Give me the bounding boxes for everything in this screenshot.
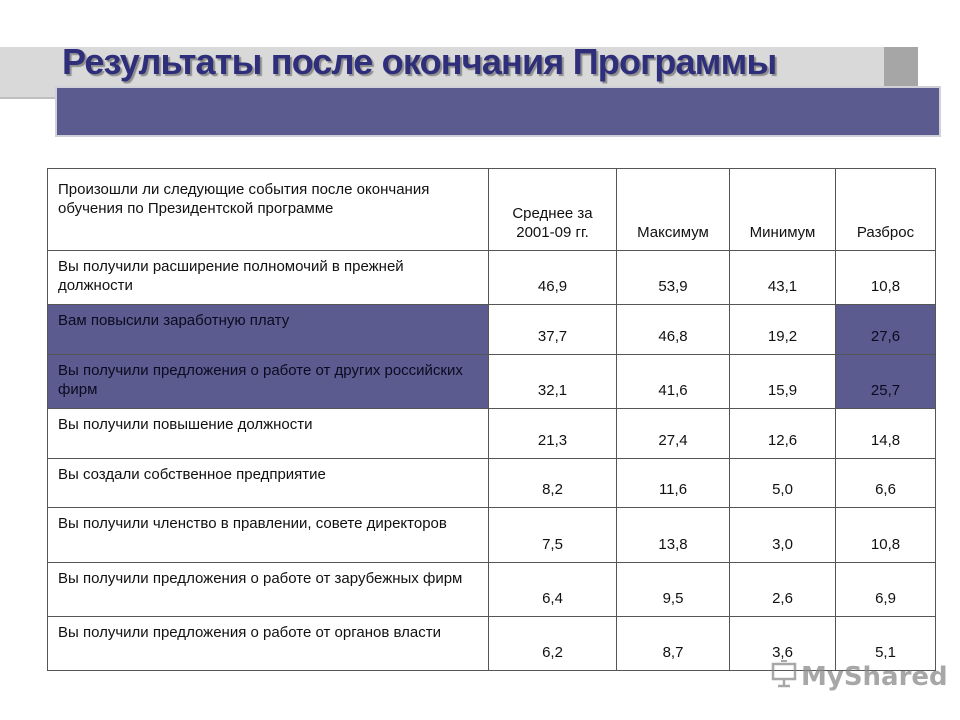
row-min: 15,9 — [730, 355, 836, 409]
row-question: Вы получили предложения о работе от органов власти — [48, 617, 489, 671]
table-row — [48, 305, 936, 355]
row-range: 10,8 — [836, 508, 936, 563]
presentation-board-icon — [770, 660, 798, 693]
row-max: 41,6 — [617, 355, 730, 409]
row-min: 19,2 — [730, 305, 836, 355]
header-avg: Среднее за 2001-09 гг. — [489, 169, 617, 251]
row-avg: 46,9 — [489, 251, 617, 305]
row-range: 6,6 — [836, 459, 936, 508]
row-min: 3,6 — [730, 617, 836, 671]
row-max: 13,8 — [617, 508, 730, 563]
row-min: 12,6 — [730, 409, 836, 459]
row-question: Вы получили членство в правлении, совете директоров — [48, 508, 489, 563]
row-avg: 37,7 — [489, 305, 617, 355]
row-max: 8,7 — [617, 617, 730, 671]
table-row — [48, 355, 936, 409]
row-range: 25,7 — [836, 355, 936, 409]
row-avg: 6,4 — [489, 563, 617, 617]
row-range: 6,9 — [836, 563, 936, 617]
header-min: Минимум — [730, 169, 836, 251]
header-question: Произошли ли следующие события после окончания обучения по Президентской программе — [48, 169, 489, 251]
table-row — [48, 563, 936, 617]
row-question: Вы получили предложения о работе от других российских фирм — [48, 355, 489, 409]
row-max: 27,4 — [617, 409, 730, 459]
row-max: 53,9 — [617, 251, 730, 305]
row-min: 5,0 — [730, 459, 836, 508]
row-avg: 6,2 — [489, 617, 617, 671]
table-row — [48, 251, 936, 305]
row-question: Вам повысили заработную плату — [48, 305, 489, 355]
row-range: 10,8 — [836, 251, 936, 305]
row-max: 9,5 — [617, 563, 730, 617]
row-question: Вы получили расширение полномочий в прежней должности — [48, 251, 489, 305]
row-max: 46,8 — [617, 305, 730, 355]
header-max: Максимум — [617, 169, 730, 251]
table-row — [48, 459, 936, 508]
row-question: Вы получили повышение должности — [48, 409, 489, 459]
table-row — [48, 508, 936, 563]
results-table — [47, 168, 936, 671]
row-avg: 21,3 — [489, 409, 617, 459]
row-max: 11,6 — [617, 459, 730, 508]
slide-title: Результаты после окончания Программы — [62, 41, 777, 82]
table-header-row — [48, 169, 936, 251]
row-avg: 32,1 — [489, 355, 617, 409]
row-min: 3,0 — [730, 508, 836, 563]
row-avg: 7,5 — [489, 508, 617, 563]
row-question: Вы получили предложения о работе от зарубежных фирм — [48, 563, 489, 617]
header-range: Разброс — [836, 169, 936, 251]
accent-bar — [55, 86, 941, 137]
row-range: 5,1 — [836, 617, 936, 671]
watermark — [770, 660, 948, 693]
row-avg: 8,2 — [489, 459, 617, 508]
row-min: 2,6 — [730, 563, 836, 617]
table-row — [48, 409, 936, 459]
row-min: 43,1 — [730, 251, 836, 305]
row-range: 14,8 — [836, 409, 936, 459]
row-range: 27,6 — [836, 305, 936, 355]
row-question: Вы создали собственное предприятие — [48, 459, 489, 508]
watermark-text: MyShared — [801, 661, 948, 692]
